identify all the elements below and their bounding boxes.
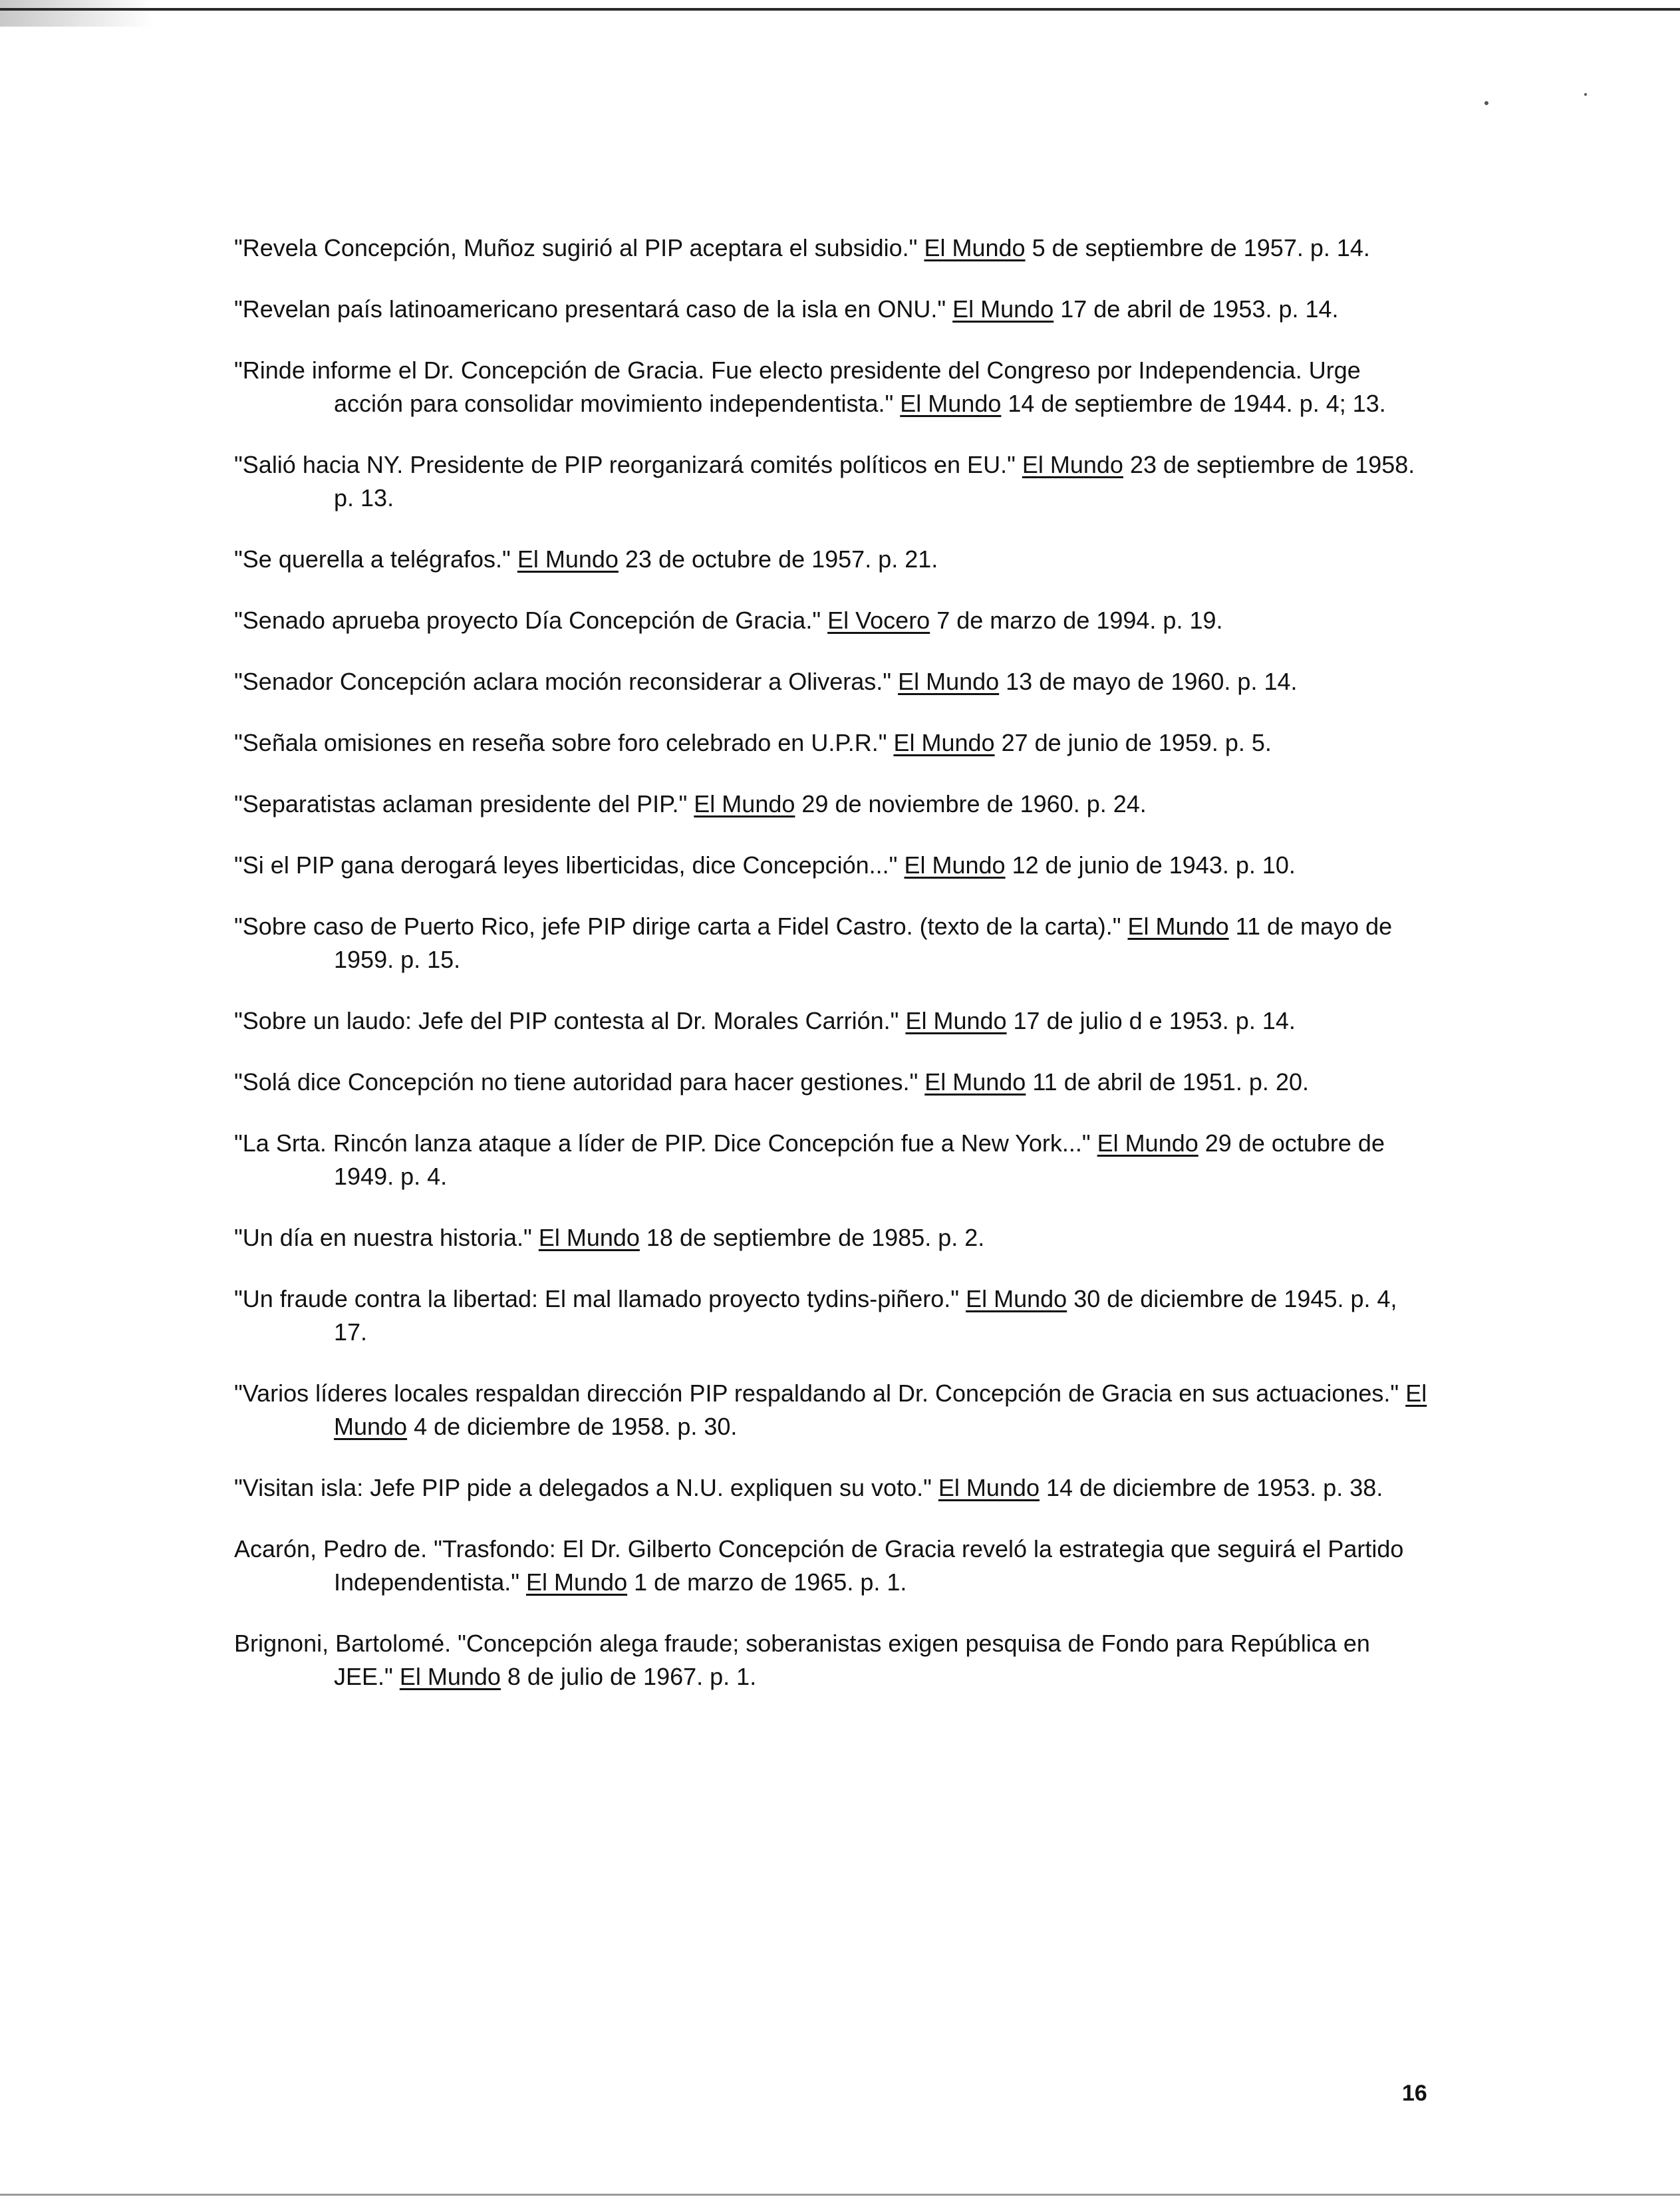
entry-publication: El Mundo <box>334 1380 1427 1440</box>
scan-speck <box>1584 93 1587 96</box>
entry-publication: El Mundo <box>905 1007 1007 1034</box>
entry-details: 27 de junio de 1959. p. 5. <box>994 729 1272 756</box>
entry-title: Acarón, Pedro de. "Trasfondo: El Dr. Gilberto Concepción de Gracia reveló la estrategia que seguirá el Partido Independentista." <box>234 1535 1404 1596</box>
bibliography-entry <box>234 231 1431 265</box>
bibliography-entry <box>234 910 1431 976</box>
bibliography-entry <box>234 543 1431 576</box>
entry-details: 8 de julio de 1967. p. 1. <box>500 1663 757 1690</box>
entry-details: 14 de diciembre de 1953. p. 38. <box>1039 1474 1383 1501</box>
entry-details: 23 de octubre de 1957. p. 21. <box>618 545 938 573</box>
entry-publication: El Mundo <box>966 1285 1067 1312</box>
entry-details: 4 de diciembre de 1958. p. 30. <box>407 1413 738 1440</box>
bibliography-entry <box>234 1066 1431 1099</box>
entry-title: Brignoni, Bartolomé. "Concepción alega fraude; soberanistas exigen pesquisa de Fondo para República en JEE." <box>234 1630 1370 1690</box>
entry-publication: El Mundo <box>517 545 619 573</box>
entry-title: "Rinde informe el Dr. Concepción de Gracia. Fue electo presidente del Congreso por Independencia. Urge acción para consolidar movimiento independentista." <box>234 357 1361 417</box>
entry-title: "Revelan país latinoamericano presentará caso de la isla en ONU." <box>234 295 953 323</box>
entry-details: 13 de mayo de 1960. p. 14. <box>999 668 1298 695</box>
entry-publication: El Mundo <box>952 295 1054 323</box>
bottom-scan-edge <box>0 2194 1680 2196</box>
scan-speck <box>1484 101 1488 105</box>
entry-publication: El Mundo <box>898 668 1000 695</box>
entry-publication: El Mundo <box>1097 1129 1198 1157</box>
entry-details: 18 de septiembre de 1985. p. 2. <box>639 1224 985 1251</box>
entry-publication: El Mundo <box>538 1224 640 1251</box>
bibliography-entry <box>234 1377 1431 1443</box>
entry-title: "Si el PIP gana derogará leyes liberticidas, dice Concepción..." <box>234 851 905 879</box>
entry-title: "Senado aprueba proyecto Día Concepción de Gracia." <box>234 607 828 634</box>
bibliography-entry <box>234 1127 1431 1193</box>
entry-publication: El Mundo <box>1022 451 1123 478</box>
bibliography-entry <box>234 665 1431 698</box>
entry-title: "Varios líderes locales respaldan dirección PIP respaldando al Dr. Concepción de Gracia en sus actuaciones." <box>234 1380 1406 1407</box>
entry-publication: El Vocero <box>827 607 930 634</box>
page-number: 16 <box>1402 2081 1427 2106</box>
bibliography-list <box>234 231 1431 1721</box>
entry-details: 11 de mayo de 1959. p. 15. <box>334 913 1393 973</box>
bibliography-entry <box>234 448 1431 515</box>
entry-publication: El Mundo <box>1127 913 1229 940</box>
entry-details: 29 de noviembre de 1960. p. 24. <box>795 790 1147 817</box>
entry-details: 1 de marzo de 1965. p. 1. <box>627 1568 907 1596</box>
entry-details: 5 de septiembre de 1957. p. 14. <box>1025 234 1370 261</box>
entry-details: 29 de octubre de 1949. p. 4. <box>334 1129 1385 1190</box>
entry-title: "Sobre caso de Puerto Rico, jefe PIP dirige carta a Fidel Castro. (texto de la carta)." <box>234 913 1128 940</box>
entry-details: 30 de diciembre de 1945. p. 4, 17. <box>334 1285 1397 1346</box>
top-scan-edge <box>0 8 1680 11</box>
entry-title: "Un día en nuestra historia." <box>234 1224 539 1251</box>
entry-title: "Separatistas aclaman presidente del PIP." <box>234 790 694 817</box>
bibliography-entry <box>234 1221 1431 1254</box>
entry-publication: El Mundo <box>694 790 795 817</box>
entry-details: 17 de julio d e 1953. p. 14. <box>1006 1007 1296 1034</box>
bibliography-entry <box>234 788 1431 821</box>
entry-details: 7 de marzo de 1994. p. 19. <box>930 607 1223 634</box>
entry-publication: El Mundo <box>526 1568 628 1596</box>
entry-title: "Señala omisiones en reseña sobre foro celebrado en U.P.R." <box>234 729 894 756</box>
entry-publication: El Mundo <box>938 1474 1040 1501</box>
entry-title: "Salió hacia NY. Presidente de PIP reorganizará comités políticos en EU." <box>234 451 1022 478</box>
entry-publication: El Mundo <box>399 1663 501 1690</box>
entry-title: "Un fraude contra la libertad: El mal llamado proyecto tydins-piñero." <box>234 1285 966 1312</box>
bibliography-entry <box>234 604 1431 637</box>
bibliography-entry <box>234 1627 1431 1694</box>
entry-details: 17 de abril de 1953. p. 14. <box>1053 295 1339 323</box>
entry-title: "Revela Concepción, Muñoz sugirió al PIP aceptara el subsidio." <box>234 234 924 261</box>
entry-title: "Se querella a telégrafos." <box>234 545 517 573</box>
bibliography-entry <box>234 1471 1431 1505</box>
entry-details: 14 de septiembre de 1944. p. 4; 13. <box>1001 390 1386 417</box>
bibliography-entry <box>234 726 1431 760</box>
entry-publication: El Mundo <box>900 390 1002 417</box>
bibliography-entry <box>234 1282 1431 1349</box>
entry-title: "Senador Concepción aclara moción reconsiderar a Oliveras." <box>234 668 899 695</box>
bibliography-entry <box>234 1004 1431 1038</box>
bibliography-entry <box>234 1533 1431 1599</box>
entry-publication: El Mundo <box>893 729 995 756</box>
entry-details: 23 de septiembre de 1958. p. 13. <box>334 451 1415 512</box>
bibliography-entry <box>234 293 1431 326</box>
entry-publication: El Mundo <box>904 851 1006 879</box>
entry-publication: El Mundo <box>924 1068 1026 1096</box>
entry-title: "Sobre un laudo: Jefe del PIP contesta al Dr. Morales Carrión." <box>234 1007 906 1034</box>
entry-details: 11 de abril de 1951. p. 20. <box>1026 1068 1309 1096</box>
scan-corner-shadow <box>0 0 153 27</box>
entry-title: "Visitan isla: Jefe PIP pide a delegados a N.U. expliquen su voto." <box>234 1474 938 1501</box>
entry-details: 12 de junio de 1943. p. 10. <box>1005 851 1296 879</box>
entry-publication: El Mundo <box>924 234 1026 261</box>
bibliography-entry <box>234 354 1431 420</box>
entry-title: "Solá dice Concepción no tiene autoridad para hacer gestiones." <box>234 1068 925 1096</box>
bibliography-entry <box>234 849 1431 882</box>
entry-title: "La Srta. Rincón lanza ataque a líder de PIP. Dice Concepción fue a New York..." <box>234 1129 1097 1157</box>
